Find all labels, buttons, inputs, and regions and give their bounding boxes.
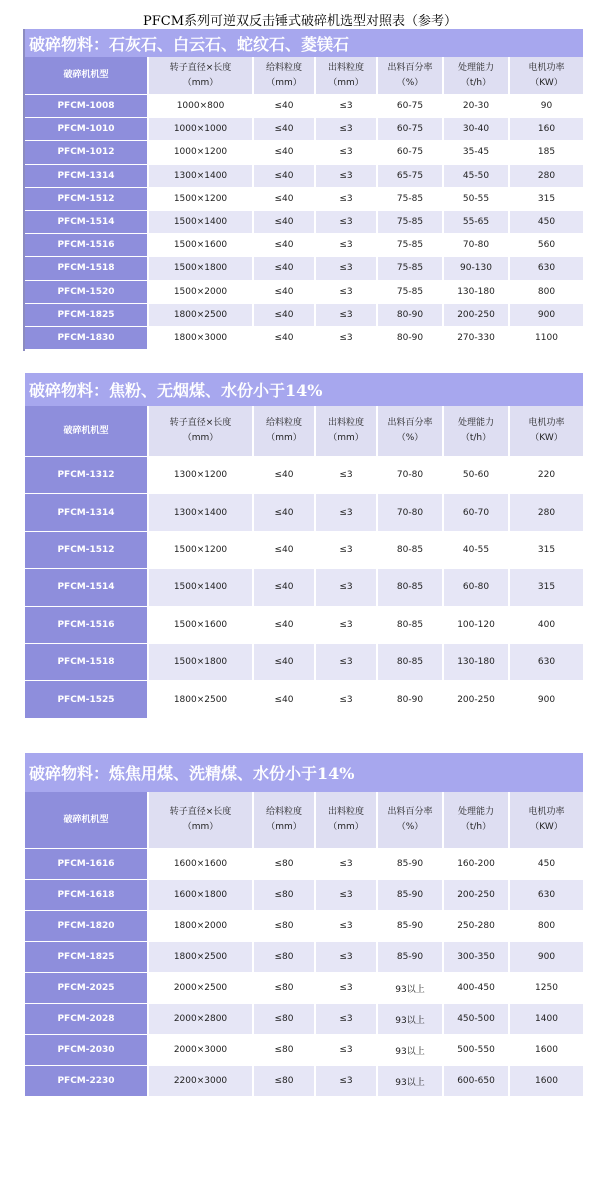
model-cell: PFCM-1820 — [25, 911, 147, 942]
table-row — [25, 1004, 583, 1035]
value-cell: 90 — [508, 95, 583, 118]
value-cell: 1600×1600 — [147, 849, 252, 880]
value-cell: 500-550 — [442, 1035, 508, 1066]
value-cell: ≤3 — [314, 281, 376, 304]
section-banner: 破碎物料：炼焦用煤、洗精煤、水份小于14% — [25, 753, 583, 792]
value-cell: ≤80 — [252, 880, 314, 911]
column-header: 转子直径×长度 （mm） — [147, 792, 252, 849]
column-header: 出料粒度 （mm） — [314, 406, 376, 457]
value-cell: 85-90 — [376, 911, 442, 942]
value-cell: 30-40 — [442, 118, 508, 141]
value-cell: 60-80 — [442, 569, 508, 606]
value-cell: 60-70 — [442, 494, 508, 531]
column-header: 电机功率 （KW） — [508, 406, 583, 457]
value-cell: 630 — [508, 880, 583, 911]
table-row — [25, 1066, 583, 1097]
value-cell: ≤40 — [252, 141, 314, 164]
table-row — [25, 281, 583, 304]
value-cell: ≤3 — [314, 304, 376, 327]
value-cell: 75-85 — [376, 281, 442, 304]
table-row — [25, 681, 583, 718]
value-cell: ≤3 — [314, 973, 376, 1004]
column-header: 转子直径×长度 （mm） — [147, 406, 252, 457]
value-cell: 400 — [508, 607, 583, 644]
value-cell: 1250 — [508, 973, 583, 1004]
table-row — [25, 569, 583, 606]
section-coke-anthracite — [25, 373, 583, 719]
value-cell: 1800×3000 — [147, 327, 252, 350]
value-cell: ≤3 — [314, 681, 376, 718]
value-cell: ≤3 — [314, 234, 376, 257]
model-cell: PFCM-2230 — [25, 1066, 147, 1097]
section-banner: 破碎物料：焦粉、无烟煤、水份小于14% — [25, 373, 583, 406]
column-header: 电机功率 （KW） — [508, 57, 583, 95]
value-cell: 130-180 — [442, 644, 508, 681]
value-cell: 50-60 — [442, 457, 508, 494]
value-cell: 65-75 — [376, 165, 442, 188]
section-limestone — [25, 29, 583, 350]
value-cell: ≤3 — [314, 1004, 376, 1035]
value-cell: 1800×2000 — [147, 911, 252, 942]
table-row — [25, 607, 583, 644]
value-cell: 800 — [508, 281, 583, 304]
value-cell: 40-55 — [442, 532, 508, 569]
table-row — [25, 911, 583, 942]
value-cell: 80-85 — [376, 532, 442, 569]
value-cell: 70-80 — [376, 494, 442, 531]
table-row — [25, 211, 583, 234]
value-cell: 450 — [508, 211, 583, 234]
value-cell: 20-30 — [442, 95, 508, 118]
value-cell: 1000×800 — [147, 95, 252, 118]
value-cell: ≤40 — [252, 457, 314, 494]
value-cell: 85-90 — [376, 849, 442, 880]
column-header: 给料粒度 （mm） — [252, 57, 314, 95]
model-cell: PFCM-1516 — [25, 234, 147, 257]
value-cell: 1800×2500 — [147, 942, 252, 973]
value-cell: ≤3 — [314, 494, 376, 531]
value-cell: ≤40 — [252, 257, 314, 280]
value-cell: ≤80 — [252, 1004, 314, 1035]
model-cell: PFCM-1525 — [25, 681, 147, 718]
value-cell: 200-250 — [442, 880, 508, 911]
value-cell: 1600 — [508, 1035, 583, 1066]
value-cell: 2000×2800 — [147, 1004, 252, 1035]
model-cell: PFCM-1008 — [25, 95, 147, 118]
value-cell: 70-80 — [442, 234, 508, 257]
value-cell: 630 — [508, 644, 583, 681]
table-row — [25, 973, 583, 1004]
value-cell: 60-75 — [376, 95, 442, 118]
value-cell: ≤80 — [252, 942, 314, 973]
value-cell: 55-65 — [442, 211, 508, 234]
table-header-row — [25, 792, 583, 849]
value-cell: ≤40 — [252, 234, 314, 257]
value-cell: ≤3 — [314, 457, 376, 494]
column-header: 出料百分率 （%） — [376, 792, 442, 849]
value-cell: 800 — [508, 911, 583, 942]
column-header: 出料粒度 （mm） — [314, 57, 376, 95]
value-cell: 70-80 — [376, 457, 442, 494]
value-cell: 1300×1400 — [147, 165, 252, 188]
value-cell: ≤3 — [314, 141, 376, 164]
table-header-row — [25, 57, 583, 95]
model-cell: PFCM-1518 — [25, 257, 147, 280]
value-cell: 1000×1200 — [147, 141, 252, 164]
model-cell: PFCM-1314 — [25, 165, 147, 188]
value-cell: ≤40 — [252, 281, 314, 304]
table-row — [25, 457, 583, 494]
value-cell: 280 — [508, 494, 583, 531]
value-cell: 85-90 — [376, 880, 442, 911]
value-cell: 2200×3000 — [147, 1066, 252, 1097]
table-row — [25, 327, 583, 350]
value-cell: ≤3 — [314, 644, 376, 681]
value-cell: 1500×1400 — [147, 211, 252, 234]
model-cell: PFCM-1825 — [25, 942, 147, 973]
value-cell: 1500×1200 — [147, 188, 252, 211]
value-cell: ≤80 — [252, 911, 314, 942]
value-cell: 35-45 — [442, 141, 508, 164]
value-cell: ≤40 — [252, 188, 314, 211]
value-cell: 80-85 — [376, 569, 442, 606]
column-header: 破碎机机型 — [25, 57, 147, 95]
value-cell: 90-130 — [442, 257, 508, 280]
value-cell: ≤40 — [252, 644, 314, 681]
value-cell: 900 — [508, 681, 583, 718]
column-header: 处理能力 （t/h） — [442, 406, 508, 457]
value-cell: ≤40 — [252, 95, 314, 118]
value-cell: ≤3 — [314, 188, 376, 211]
value-cell: 630 — [508, 257, 583, 280]
model-cell: PFCM-1514 — [25, 569, 147, 606]
value-cell: 45-50 — [442, 165, 508, 188]
value-cell: 1500×2000 — [147, 281, 252, 304]
spec-table — [25, 406, 583, 719]
value-cell: 1000×1000 — [147, 118, 252, 141]
value-cell: 100-120 — [442, 607, 508, 644]
value-cell: 400-450 — [442, 973, 508, 1004]
value-cell: ≤3 — [314, 211, 376, 234]
value-cell: 75-85 — [376, 188, 442, 211]
table-row — [25, 532, 583, 569]
value-cell: 560 — [508, 234, 583, 257]
value-cell: 900 — [508, 942, 583, 973]
value-cell: 1400 — [508, 1004, 583, 1035]
model-cell: PFCM-1618 — [25, 880, 147, 911]
value-cell: ≤40 — [252, 327, 314, 350]
value-cell: 2000×3000 — [147, 1035, 252, 1066]
value-cell: ≤3 — [314, 1035, 376, 1066]
table-row — [25, 118, 583, 141]
value-cell: 220 — [508, 457, 583, 494]
value-cell: 1800×2500 — [147, 304, 252, 327]
table-row — [25, 942, 583, 973]
value-cell: ≤3 — [314, 849, 376, 880]
column-header: 处理能力 （t/h） — [442, 57, 508, 95]
column-header: 转子直径×长度 （mm） — [147, 57, 252, 95]
value-cell: 300-350 — [442, 942, 508, 973]
value-cell: 80-90 — [376, 304, 442, 327]
column-header: 破碎机机型 — [25, 406, 147, 457]
value-cell: 2000×2500 — [147, 973, 252, 1004]
value-cell: ≤3 — [314, 607, 376, 644]
value-cell: 315 — [508, 188, 583, 211]
table-row — [25, 644, 583, 681]
value-cell: ≤3 — [314, 165, 376, 188]
value-cell: 1600 — [508, 1066, 583, 1097]
column-header: 给料粒度 （mm） — [252, 792, 314, 849]
value-cell: 1500×1800 — [147, 257, 252, 280]
value-cell: 1500×1600 — [147, 607, 252, 644]
spec-table — [25, 792, 583, 1097]
document-title: PFCM系列可逆双反击锤式破碎机选型对照表（参考） — [142, 14, 458, 29]
table-row — [25, 141, 583, 164]
section-coking-coal — [25, 753, 583, 1097]
value-cell: 80-85 — [376, 644, 442, 681]
table-row — [25, 165, 583, 188]
value-cell: 200-250 — [442, 681, 508, 718]
value-cell: 60-75 — [376, 118, 442, 141]
model-cell: PFCM-2025 — [25, 973, 147, 1004]
value-cell: 50-55 — [442, 188, 508, 211]
value-cell: ≤80 — [252, 849, 314, 880]
section-banner: 破碎物料：石灰石、白云石、蛇纹石、菱镁石 — [25, 29, 583, 57]
value-cell: 93以上 — [376, 1066, 442, 1097]
model-cell: PFCM-1312 — [25, 457, 147, 494]
model-cell: PFCM-1512 — [25, 532, 147, 569]
model-cell: PFCM-1520 — [25, 281, 147, 304]
value-cell: 1100 — [508, 327, 583, 350]
value-cell: ≤40 — [252, 607, 314, 644]
table-row — [25, 95, 583, 118]
value-cell: 1500×1600 — [147, 234, 252, 257]
column-header: 处理能力 （t/h） — [442, 792, 508, 849]
column-header: 出料粒度 （mm） — [314, 792, 376, 849]
value-cell: 75-85 — [376, 257, 442, 280]
model-cell: PFCM-2030 — [25, 1035, 147, 1066]
value-cell: ≤40 — [252, 211, 314, 234]
table-row — [25, 494, 583, 531]
table-row — [25, 234, 583, 257]
model-cell: PFCM-1512 — [25, 188, 147, 211]
value-cell: ≤40 — [252, 304, 314, 327]
value-cell: 185 — [508, 141, 583, 164]
table-row — [25, 1035, 583, 1066]
value-cell: ≤3 — [314, 880, 376, 911]
model-cell: PFCM-1616 — [25, 849, 147, 880]
value-cell: ≤3 — [314, 942, 376, 973]
value-cell: ≤3 — [314, 532, 376, 569]
model-cell: PFCM-1010 — [25, 118, 147, 141]
value-cell: 93以上 — [376, 1004, 442, 1035]
model-cell: PFCM-1516 — [25, 607, 147, 644]
value-cell: ≤40 — [252, 569, 314, 606]
value-cell: 75-85 — [376, 234, 442, 257]
value-cell: 1800×2500 — [147, 681, 252, 718]
value-cell: ≤3 — [314, 911, 376, 942]
value-cell: ≤40 — [252, 532, 314, 569]
column-header: 出料百分率 （%） — [376, 57, 442, 95]
model-cell: PFCM-1314 — [25, 494, 147, 531]
table-row — [25, 304, 583, 327]
value-cell: ≤40 — [252, 165, 314, 188]
value-cell: 600-650 — [442, 1066, 508, 1097]
value-cell: ≤40 — [252, 494, 314, 531]
value-cell: ≤3 — [314, 569, 376, 606]
value-cell: 1300×1400 — [147, 494, 252, 531]
value-cell: 200-250 — [442, 304, 508, 327]
value-cell: 80-90 — [376, 681, 442, 718]
value-cell: 93以上 — [376, 973, 442, 1004]
value-cell: 450-500 — [442, 1004, 508, 1035]
value-cell: ≤40 — [252, 118, 314, 141]
column-header: 出料百分率 （%） — [376, 406, 442, 457]
value-cell: ≤3 — [314, 327, 376, 350]
column-header: 电机功率 （KW） — [508, 792, 583, 849]
value-cell: 60-75 — [376, 141, 442, 164]
value-cell: 1500×1800 — [147, 644, 252, 681]
value-cell: ≤3 — [314, 95, 376, 118]
value-cell: ≤80 — [252, 973, 314, 1004]
spec-table — [25, 57, 583, 350]
model-cell: PFCM-1830 — [25, 327, 147, 350]
table-row — [25, 188, 583, 211]
column-header: 破碎机机型 — [25, 792, 147, 849]
model-cell: PFCM-1514 — [25, 211, 147, 234]
model-cell: PFCM-1518 — [25, 644, 147, 681]
model-cell: PFCM-1012 — [25, 141, 147, 164]
value-cell: 75-85 — [376, 211, 442, 234]
column-header: 给料粒度 （mm） — [252, 406, 314, 457]
value-cell: 1500×1200 — [147, 532, 252, 569]
value-cell: ≤80 — [252, 1035, 314, 1066]
value-cell: ≤40 — [252, 681, 314, 718]
table-header-row — [25, 406, 583, 457]
value-cell: 900 — [508, 304, 583, 327]
value-cell: 450 — [508, 849, 583, 880]
value-cell: 1300×1200 — [147, 457, 252, 494]
value-cell: 315 — [508, 532, 583, 569]
value-cell: ≤3 — [314, 118, 376, 141]
table-row — [25, 849, 583, 880]
value-cell: 1500×1400 — [147, 569, 252, 606]
value-cell: 85-90 — [376, 942, 442, 973]
value-cell: 160-200 — [442, 849, 508, 880]
value-cell: 1600×1800 — [147, 880, 252, 911]
value-cell: ≤80 — [252, 1066, 314, 1097]
value-cell: 250-280 — [442, 911, 508, 942]
value-cell: 280 — [508, 165, 583, 188]
value-cell: 130-180 — [442, 281, 508, 304]
table-row — [25, 257, 583, 280]
table-row — [25, 880, 583, 911]
value-cell: 315 — [508, 569, 583, 606]
value-cell: 270-330 — [442, 327, 508, 350]
model-cell: PFCM-2028 — [25, 1004, 147, 1035]
model-cell: PFCM-1825 — [25, 304, 147, 327]
value-cell: 160 — [508, 118, 583, 141]
value-cell: ≤3 — [314, 257, 376, 280]
value-cell: 80-90 — [376, 327, 442, 350]
value-cell: ≤3 — [314, 1066, 376, 1097]
value-cell: 80-85 — [376, 607, 442, 644]
value-cell: 93以上 — [376, 1035, 442, 1066]
